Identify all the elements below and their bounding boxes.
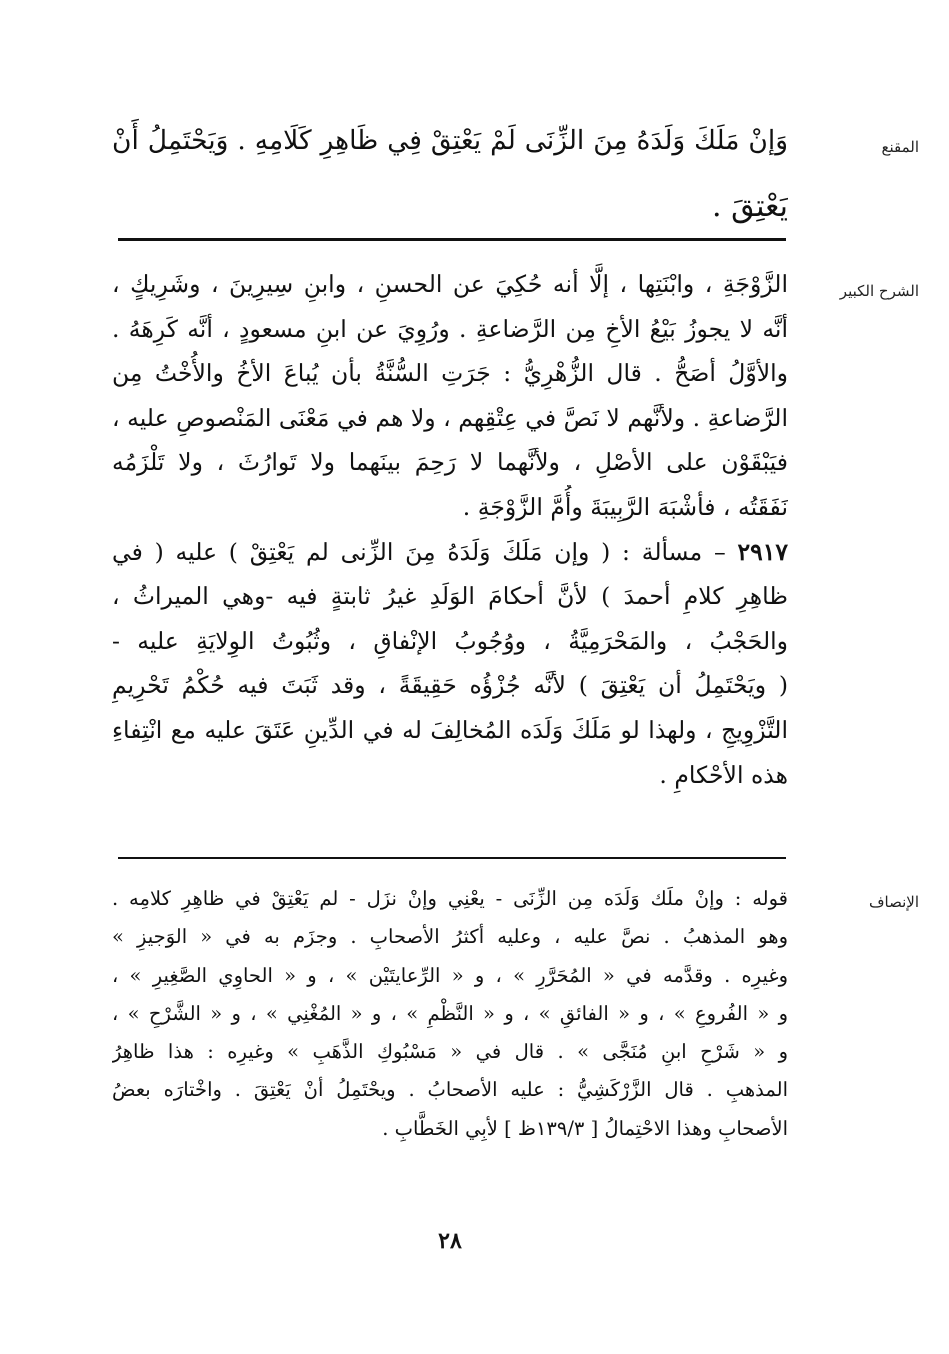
sharh-line-3: والأوَّلُ أصَحُّ . قال الزُّهْرِيُّ : جَرَتِ السُّنَّةُ بأن يُباعَ الأخُ والأُخْتُ مِن — [112, 359, 788, 388]
insaf-line-3: وغيرِه . وقدَّمه في « المُحَرَّرِ » ، و « الرِّعايتَيْن » ، و « الحاوِي الصَّغِيرِ » ، — [112, 963, 788, 987]
sharh-line-4: الرَّضاعةِ . ولأنَّهم لا نَصَّ في عِتْقِهم ، ولا هم في مَعْنَى المَنْصوصِ عليه ، — [112, 403, 788, 432]
insaf-line-6: المذهبِ . قال الزَّرْكَشِيُّ : عليه الأصحابُ . ويحْتَمِلُ أنْ يَعْتِقَ . واخْتارَه بعضُ — [112, 1078, 788, 1102]
sharh-line-12: هذه الأحْكامِ . — [659, 760, 788, 789]
insaf-line-2: وهو المذهبُ . نصَّ عليه ، وعليه أكثرُ الأصحابِ . وجزَم به في « الوَجيزِ » — [112, 925, 788, 949]
insaf-line-5: و « شَرْحِ ابنِ مُنَجَّى » . قال في « مَسْبُوكِ الذَّهَبِ » وغيرِه : هذا ظاهِرُ — [112, 1040, 788, 1064]
sharh-line-1: الزَّوْجَةِ ، وابْنَتِها ، إلَّا أنه حُكِيَ عن الحسنِ ، وابنِ سِيرِينَ ، وشَرِيكٍ ، — [112, 270, 788, 298]
sharh-line-8: ظاهِرِ كلامِ أحمدَ ) لأنَّ أحكامَ الوَلَدِ غيرُ ثابتةٍ فيه -وهي الميراثُ ، — [112, 582, 788, 611]
masala-heading: مسألة : ( وإن مَلَكَ وَلَدَهُ مِنَ الزِّنى لم يَعْتِقْ ) عليه ( في — [112, 537, 703, 566]
sharh-line-10: ( ويَحْتَمِلُ أن يَعْتِقَ ) لأنَّه جُزْؤُه حَقِيقَةً ، وقد ثَبَتَ فيه حُكْمُ تَحْرِيمِ — [112, 671, 788, 700]
section-label-sharh: الشرح الكبير — [839, 282, 919, 300]
insaf-line-1: قوله : وإنْ ملَك وَلَدَه مِن الزِّنَى - يعْنِي وإنْ نزَل - لم يَعْتِقْ في ظاهِرِ كلامِه . — [112, 887, 788, 910]
muqni-text — [112, 108, 788, 240]
muqni-line-1: وَإنْ مَلَكَ وَلَدَهُ مِنَ الزِّنَى لَمْ يَعْتِقْ فِي ظَاهِرِ كَلَامِهِ . وَيَحْتَمِلُ أَنْ — [112, 125, 788, 156]
section-divider-thick — [118, 238, 786, 241]
section-divider-thin — [118, 857, 786, 859]
insaf-line-7: الأصحابِ وهذا الاحْتِمالُ [ ١٣٩/٣ظ ] لأبِي الخَطَّابِ . — [382, 1116, 788, 1140]
sharh-line-11: التَّزْوِيجِ ، ولهذا لو مَلَكَ وَلَدَه المُخالِفَ له في الدِّينِ عَتَقَ عليه مع انْتِفاءِ — [112, 715, 788, 744]
masala-number: ٢٩١٧ — [737, 537, 788, 566]
sharh-line-5: فيَبْقَوْن على الأصْلِ ، ولأنَّهما لا رَحِمَ بينَهما ولا تَوارُثَ ، ولا تَلْزَمُه — [112, 448, 788, 477]
sharh-line-9: والحَجْبُ ، والمَحْرَمِيَّةُ ، ووُجُوبُ الإنْفاقِ ، وثُبُوتُ الوِلايَةِ عليه - — [112, 626, 788, 655]
sharh-line-6: نَفَقَتُه ، فأشْبَهَ الرَّبِيبَةَ وأُمَّ الزَّوْجَةِ . — [462, 492, 788, 521]
section-label-muqni: المقنع — [881, 138, 919, 156]
page-number: ٢٨ — [438, 1228, 462, 1254]
section-label-insaf: الإنصاف — [868, 893, 919, 911]
masala-separator: – — [702, 537, 738, 566]
sharh-line-7 — [112, 530, 788, 575]
insaf-text — [112, 880, 788, 1148]
muqni-line-2: يَعْتِقَ . — [712, 189, 788, 224]
sharh-line-2: أنَّه لا يجوزُ بَيْعُ الأخِ مِن الرَّضاعةِ . ورُوِيَ عن ابنِ مسعودٍ ، أنَّه كَرِهَهُ . — [112, 314, 788, 343]
sharh-text — [112, 262, 788, 797]
insaf-line-4: و « الفُروعِ » ، و « الفائقِ » ، و « النَّظْمِ » ، و « المُغْنِي » ، و « الشَّرْحِ » ، — [112, 1001, 788, 1025]
